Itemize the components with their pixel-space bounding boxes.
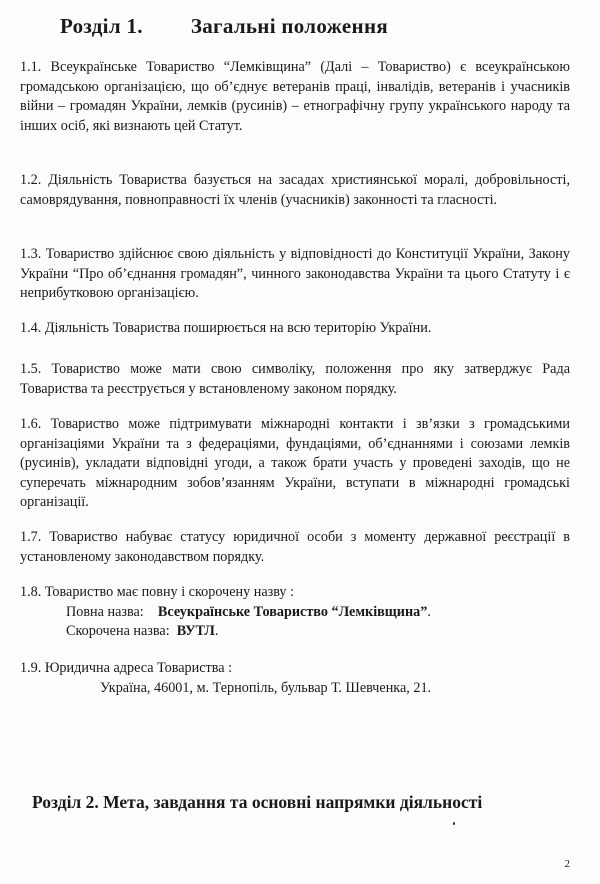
full-name-value: Всеукраїнське Товариство “Лемківщина”	[157, 603, 428, 620]
clause-1-9-intro: 1.9. Юридична адреса Товариства :	[20, 660, 233, 676]
clause-1-8-intro: 1.8. Товариство має повну і скорочену назву :	[20, 584, 295, 600]
page-number: 2	[564, 858, 570, 870]
short-name-label: Скорочена назва:	[66, 623, 170, 639]
clause-1-8	[20, 583, 570, 642]
scan-speck	[453, 822, 455, 825]
clause-1-9	[20, 659, 570, 698]
short-name-value: ВУТЛ	[176, 623, 215, 639]
clause-1-3: 1.3. Товариство здійснює свою діяльність у відповідності до Конституції України, Закону України “Про об’єднання громадян”, чинного законодавства України та цього Статуту і є неприбутковою організацією.	[20, 246, 570, 301]
clause-1-2: 1.2. Діяльність Товариства базується на засадах християнської моралі, добровільності, самоврядування, повноправності їх членів (учасників) законності та гласності.	[20, 172, 570, 208]
clause-1-7: 1.7. Товариство набуває статусу юридичної особи з моменту державної реєстрації в установленому законодавством порядку.	[20, 529, 570, 565]
section-1-title: Загальні положення	[190, 14, 389, 38]
clause-1-6: 1.6. Товариство може підтримувати міжнародні контакти і зв’язки з громадськими організаціями України та з федераціями, фундаціями, об’єднаннями і союзами лемків (русинів), укладати відповідні угоди, а також брати участь у проведені заходів, що не суперечать міжнародним зобов’язанням України, вступати в міжнародні громадські організації.	[20, 416, 570, 510]
clause-1-1: 1.1. Всеукраїнське Товариство “Лемківщина” (Далі – Товариство) є всеукраїнською громадською організацією, що об’єднує ветеранів праці, інвалідів, ветеранів і учасників війни – громадян України, лемків (русинів) – етнографічну групу українського народу та інших осіб, які визнають цей Статут.	[20, 59, 570, 134]
clause-1-5: 1.5. Товариство може мати свою символіку, положення про яку затверджує Рада Товариства та реєструється у встановленому законом порядку.	[20, 361, 570, 397]
section-1-number: Розділ 1.	[60, 14, 143, 38]
section-2-heading: Розділ 2. Мета, завдання та основні напрямки діяльності	[32, 792, 483, 812]
legal-address: Україна, 46001, м. Тернопіль, бульвар Т. Шевченка, 21.	[100, 679, 432, 696]
full-name-line: Повна назва: Всеукраїнське Товариство “Лемківщина”.	[66, 603, 431, 620]
clause-1-4: 1.4. Діяльність Товариства поширюється на всю територію України.	[20, 320, 432, 336]
full-name-label: Повна назва:	[66, 603, 144, 620]
short-name-line: Скорочена назва: ВУТЛ.	[66, 623, 219, 639]
section-1-heading	[60, 14, 388, 39]
